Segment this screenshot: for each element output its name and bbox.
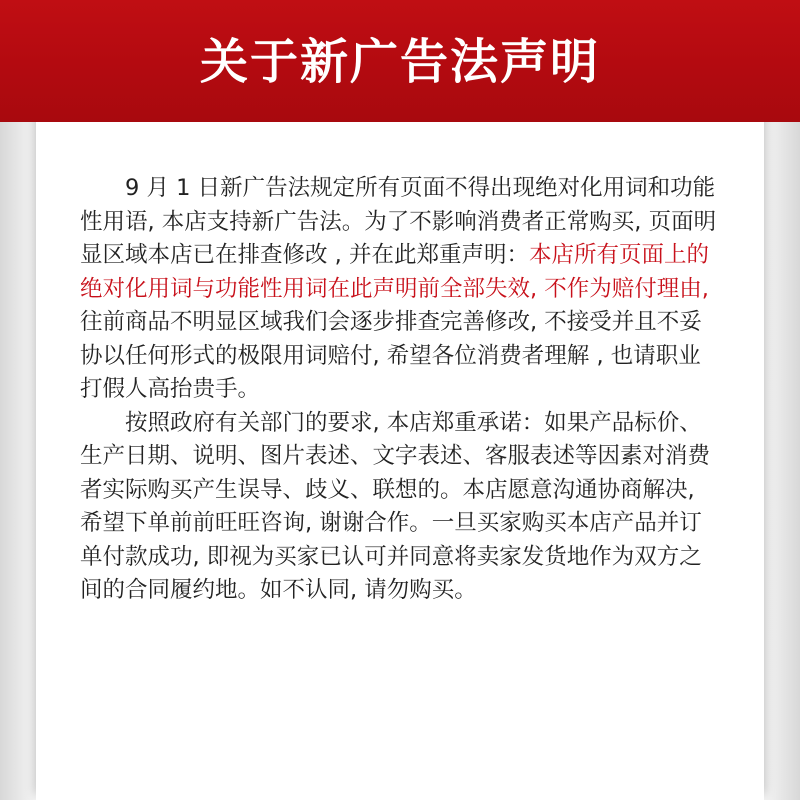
left-page-shadow — [0, 122, 36, 800]
header-banner — [0, 0, 800, 122]
statement-paragraph-2: 按照政府有关部门的要求, 本店郑重承诺：如果产品标价、生产日期、说明、图片表述、文字表述、客服表述等因素对消费者实际购买产生误导、歧义、联想的。本店愿意沟通协商解决, 希望下单前前旺旺咨询, 谢谢合作。一旦买家购买本店产品并订单付款成功, 即视为买家已认可并同意将卖家发货地作为双方之间的合同履约地。如不认同, 请勿购买。 — [80, 409, 711, 603]
page-title: 关于新广告法声明 — [199, 34, 600, 90]
paragraph-1-highlight: 本店所有页面上的绝对化用词与功能性用词在此声明前全部失效, 不作为赔付理由, — [80, 242, 709, 302]
paragraph-1-rest: 往前商品不明显区域我们会逐步排查完善修改, 不接受并且不妥协以任何形式的极限用词赔付, 希望各位消费者理解 , 也请职业打假人高抬贵手。 — [80, 309, 702, 402]
paragraph-1-intro: 9 月 1 日新广告法规定所有页面不得出现绝对化用词和功能性用语, 本店支持新广告法。为了不影响消费者正常购买, 页面明显区域本店已在排查修改 , 并在此郑重声明： — [80, 175, 717, 268]
right-page-shadow — [764, 122, 800, 800]
statement-body — [80, 172, 722, 608]
statement-paragraph-1 — [80, 172, 722, 407]
